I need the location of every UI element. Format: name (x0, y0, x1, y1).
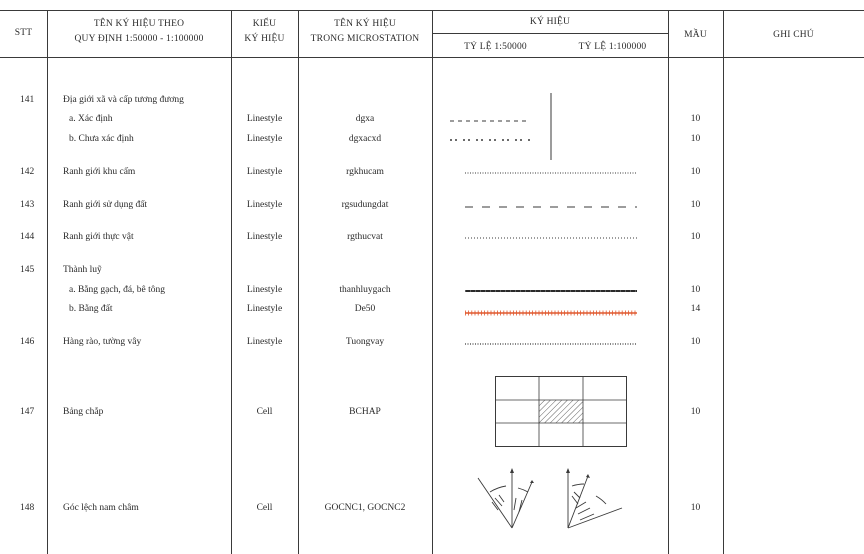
header-kieu-line1: KIỂU (252, 19, 277, 29)
symbol-tuongvay (465, 341, 637, 347)
symbol-thanhluygach (465, 288, 637, 294)
row-141b-color: 10 (690, 134, 701, 144)
symbol-dgxa (450, 118, 530, 124)
row-141b-name: b. Chưa xác định (69, 134, 134, 144)
row-147-name: Bảng chắp (63, 407, 104, 417)
symbol-rgsudungdat (465, 204, 637, 210)
row-147-stt: 147 (20, 407, 35, 417)
row-148-microstation: GOCNC1, GOCNC2 (324, 503, 406, 513)
header-microstation-line1: TÊN KÝ HIỆU (334, 19, 396, 29)
header-ty-le-100000: TỶ LỆ 1:100000 (578, 42, 647, 52)
header-ky-hieu: KÝ HIỆU (529, 17, 571, 27)
row-141a-microstation: dgxa (355, 114, 375, 124)
col-divider-1 (47, 10, 48, 554)
symbol-141-vertical-marker (550, 93, 552, 160)
row-143-name: Ranh giới sử dụng đất (63, 200, 148, 210)
row-148-stt: 148 (20, 503, 35, 513)
row-147-color: 10 (690, 407, 701, 417)
row-145a-name: a. Bằng gạch, đá, bê tông (69, 285, 166, 295)
row-143-stt: 143 (20, 200, 35, 210)
row-147-type: Cell (256, 407, 273, 417)
row-146-color: 10 (690, 337, 701, 347)
row-146-type: Linestyle (246, 337, 283, 347)
row-146-stt: 146 (20, 337, 35, 347)
row-145a-microstation: thanhluygach (339, 285, 391, 295)
row-148-type: Cell (256, 503, 273, 513)
symbol-bchap-grid (495, 376, 627, 448)
row-148-name: Góc lệch nam châm (63, 503, 139, 513)
symbol-de50 (465, 309, 637, 317)
row-142-name: Ranh giới khu cấm (63, 167, 136, 177)
ky-hieu-subheader-divider (432, 33, 668, 34)
row-142-microstation: rgkhucam (346, 167, 384, 177)
header-mau: MẦU (684, 30, 707, 40)
symbol-dgxacxd (450, 137, 530, 143)
row-142-stt: 142 (20, 167, 35, 177)
row-144-name: Ranh giới thực vật (63, 232, 134, 242)
row-146-microstation: Tuongvay (345, 337, 385, 347)
header-kieu-line2: KÝ HIỆU (244, 34, 285, 44)
row-145b-color: 14 (690, 304, 701, 314)
header-microstation (298, 17, 432, 47)
row-141-name: Địa giới xã và cấp tương đương (63, 95, 184, 105)
row-144-color: 10 (690, 232, 701, 242)
symbol-rgkhucam (465, 170, 637, 176)
row-142-color: 10 (690, 167, 701, 177)
col-divider-3 (298, 10, 299, 554)
row-145a-type: Linestyle (246, 285, 283, 295)
row-141b-microstation: dgxacxd (348, 134, 382, 144)
row-145-name: Thành luỹ (63, 265, 102, 275)
row-143-color: 10 (690, 200, 701, 210)
header-ten-ky-hieu (47, 17, 231, 47)
header-ten-ky-hieu-line2: QUY ĐỊNH 1:50000 - 1:100000 (74, 34, 204, 44)
row-145b-type: Linestyle (246, 304, 283, 314)
row-141-stt: 141 (20, 95, 35, 105)
row-144-stt: 144 (20, 232, 35, 242)
col-divider-5 (668, 10, 669, 554)
header-ty-le-50000: TỶ LỆ 1:50000 (464, 42, 527, 52)
row-147-microstation: BCHAP (349, 407, 381, 417)
row-144-type: Linestyle (246, 232, 283, 242)
header-ghi-chu: GHI CHÚ (773, 30, 814, 40)
symbol-gocnc2-compass-icon (556, 468, 626, 534)
row-141a-name: a. Xác định (69, 114, 113, 124)
symbol-rgthucvat (465, 235, 637, 241)
row-144-microstation: rgthucvat (347, 232, 383, 242)
row-145-stt: 145 (20, 265, 35, 275)
row-145b-name: b. Bằng đất (69, 304, 113, 314)
header-ten-ky-hieu-line1: TÊN KÝ HIỆU THEO (93, 19, 185, 29)
row-143-type: Linestyle (246, 200, 283, 210)
col-divider-4 (432, 10, 433, 554)
row-146-name: Hàng rào, tường vây (63, 337, 142, 347)
row-143-microstation: rgsudungdat (341, 200, 389, 210)
row-148-color: 10 (690, 503, 701, 513)
header-stt: STT (14, 28, 33, 38)
row-145b-microstation: De50 (354, 304, 376, 314)
row-142-type: Linestyle (246, 167, 283, 177)
col-divider-6 (723, 10, 724, 554)
row-141a-color: 10 (690, 114, 701, 124)
symbol-gocnc1-compass-icon (470, 468, 540, 534)
row-141a-type: Linestyle (246, 114, 283, 124)
header-microstation-line2: TRONG MICROSTATION (310, 34, 420, 44)
row-141b-type: Linestyle (246, 134, 283, 144)
col-divider-2 (231, 10, 232, 554)
header-kieu-ky-hieu (231, 17, 298, 47)
row-145a-color: 10 (690, 285, 701, 295)
